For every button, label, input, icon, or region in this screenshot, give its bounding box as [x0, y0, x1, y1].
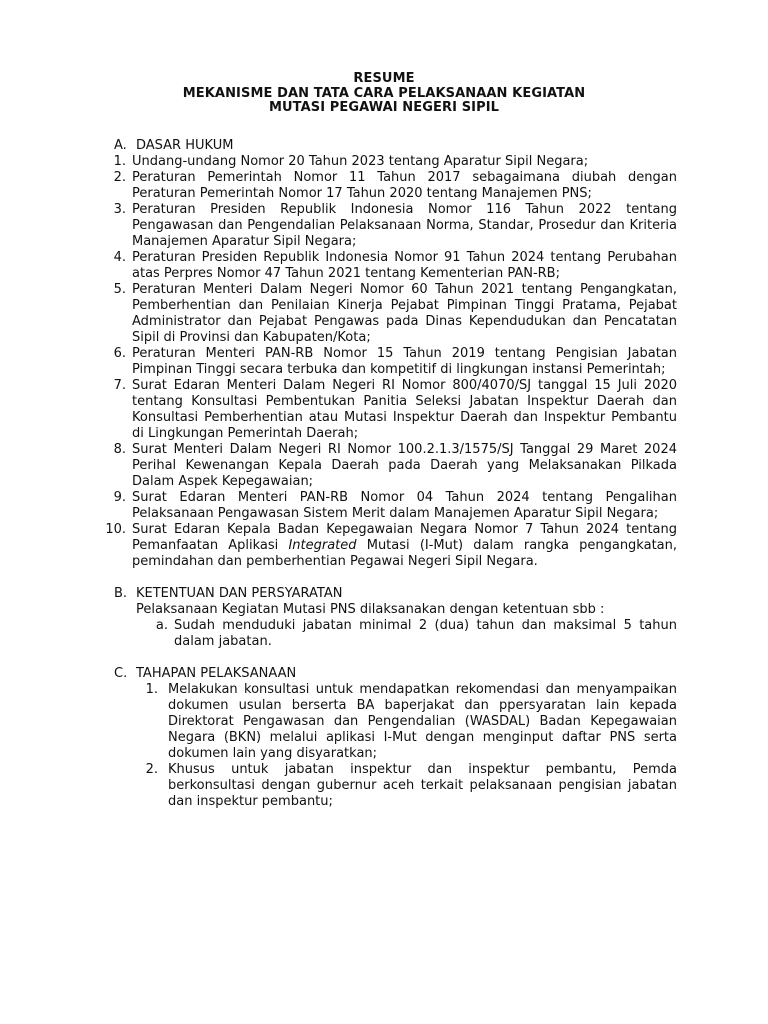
item-number: 9.: [113, 490, 126, 505]
section-ketentuan: [0, 586, 768, 650]
item-number: 1.: [113, 154, 126, 169]
section-heading: [0, 138, 768, 154]
item-text-part: Surat Edaran Kepala Badan Kepegawaian Negara Nomor 7 Tahun 2024 tentang Pemanfaatan Aplikasi: [132, 522, 677, 553]
title-line-2: MEKANISME DAN TATA CARA PELAKSANAAN KEGIATAN: [182, 85, 586, 101]
item-number: 3.: [113, 202, 126, 217]
steps-list: [0, 682, 768, 810]
document-body: [0, 138, 768, 826]
section-letter: C.: [114, 666, 128, 681]
item-text-italic: Integrated: [288, 538, 357, 553]
list-item: [113, 170, 677, 202]
item-number: 2.: [145, 762, 158, 777]
list-item: [113, 250, 677, 282]
section-heading: [0, 666, 768, 682]
section-title: DASAR HUKUM: [136, 138, 234, 153]
item-number: 2.: [113, 170, 126, 185]
section-letter: B.: [114, 586, 128, 601]
item-text: Melakukan konsultasi untuk mendapatkan rekomendasi dan menyampaikan dokumen usulan berserta BA baperjakat dan ppersyaratan lain kepada Direktorat Pengawasan dan Pengendalian (WASDAL) Badan Kepegawaian Negara (BKN) melalui aplikasi I-Mut dengan menginput daftar PNS serta dokumen lain yang disyaratkan;: [168, 682, 677, 761]
list-item: [113, 378, 677, 442]
item-number: 4.: [113, 250, 126, 265]
item-text: Surat Edaran Menteri PAN-RB Nomor 04 Tahun 2024 tentang Pengalihan Pelaksanaan Pengawasan Sistem Merit dalam Manajemen Aparatur Sipil Negara;: [132, 490, 677, 521]
list-item: [140, 762, 677, 810]
item-text: Peraturan Menteri Dalam Negeri Nomor 60 Tahun 2021 tentang Pengangkatan, Pemberhentian dan Penilaian Kinerja Pejabat Pimpinan Tinggi Pratama, Pejabat Administrator dan Pejabat Pengawas pada Dinas Kependudukan dan Pencatatan Sipil di Provinsi dan Kabupaten/Kota;: [132, 282, 677, 345]
section-heading: [0, 586, 768, 602]
title-line-1: RESUME: [353, 71, 415, 86]
item-text: Undang-undang Nomor 20 Tahun 2023 tentang Aparatur Sipil Negara;: [132, 154, 589, 169]
item-number: 1.: [145, 682, 158, 697]
item-text: Peraturan Pemerintah Nomor 11 Tahun 2017 sebagaimana diubah dengan Peraturan Pemerintah Nomor 17 Tahun 2020 tentang Manajemen PNS;: [132, 170, 677, 201]
title-line-3: MUTASI PEGAWAI NEGERI SIPIL: [268, 100, 500, 115]
item-number: 8.: [113, 442, 126, 457]
item-text: [132, 522, 677, 570]
item-number: 5.: [113, 282, 126, 297]
item-number: 7.: [113, 378, 126, 393]
list-item: [105, 522, 678, 570]
list-item: [113, 346, 677, 378]
section-dasar-hukum: [0, 138, 768, 570]
list-item: [113, 282, 677, 346]
list-item: [152, 618, 677, 650]
section-tahapan: [0, 666, 768, 810]
list-item: [113, 154, 677, 170]
item-text: Surat Edaran Menteri Dalam Negeri RI Nomor 800/4070/SJ tanggal 15 Juli 2020 tentang Konsultasi Pembentukan Panitia Seleksi Jabatan Inspektur Daerah dan Konsultasi Pemberhentian atau Mutasi Inspektur Daerah dan Inspektur Pembantu di Lingkungan Pemerintah Daerah;: [132, 378, 677, 441]
section-intro: Pelaksanaan Kegiatan Mutasi PNS dilaksanakan dengan ketentuan sbb :: [136, 602, 605, 617]
requirements-list: [0, 618, 768, 650]
document-title: [0, 72, 768, 116]
item-text: Sudah menduduki jabatan minimal 2 (dua) tahun dan maksimal 5 tahun dalam jabatan.: [174, 618, 677, 649]
item-text: Peraturan Presiden Republik Indonesia Nomor 116 Tahun 2022 tentang Pengawasan dan Pengendalian Pelaksanaan Norma, Standar, Prosedur dan Kriteria Manajemen Aparatur Sipil Negara;: [132, 202, 677, 249]
list-item: [113, 490, 677, 522]
item-text-part: Mutasi (I-Mut) dalam rangka pengangkatan, pemindahan dan pemberhentian Pegawai Negeri Sipil Negara.: [132, 538, 678, 569]
item-text: Peraturan Presiden Republik Indonesia Nomor 91 Tahun 2024 tentang Perubahan atas Perpres Nomor 47 Tahun 2021 tentang Kementerian PAN-RB;: [132, 250, 677, 281]
item-letter: a.: [155, 618, 168, 633]
section-title: KETENTUAN DAN PERSYARATAN: [136, 586, 343, 601]
item-text: Peraturan Menteri PAN-RB Nomor 15 Tahun 2019 tentang Pengisian Jabatan Pimpinan Tinggi secara terbuka dan kompetitif di lingkungan instansi Pemerintah;: [132, 346, 677, 377]
section-letter: A.: [114, 138, 127, 153]
item-text: Surat Menteri Dalam Negeri RI Nomor 100.2.1.3/1575/SJ Tanggal 29 Maret 2024 Perihal Kewenangan Kepala Daerah pada Daerah yang Melaksanakan Pilkada Dalam Aspek Kepegawaian;: [132, 442, 677, 489]
item-number: 6.: [113, 346, 126, 361]
item-number: 10.: [105, 522, 126, 537]
list-item: [113, 202, 677, 250]
list-item: [113, 442, 677, 490]
section-title: TAHAPAN PELAKSANAAN: [136, 666, 297, 681]
item-text: Khusus untuk jabatan inspektur dan inspektur pembantu, Pemda berkonsultasi dengan gubernur aceh terkait pelaksanaan pengisian jabatan dan inspektur pembantu;: [168, 762, 677, 809]
legal-basis-list: [0, 154, 768, 570]
list-item: [140, 682, 677, 762]
